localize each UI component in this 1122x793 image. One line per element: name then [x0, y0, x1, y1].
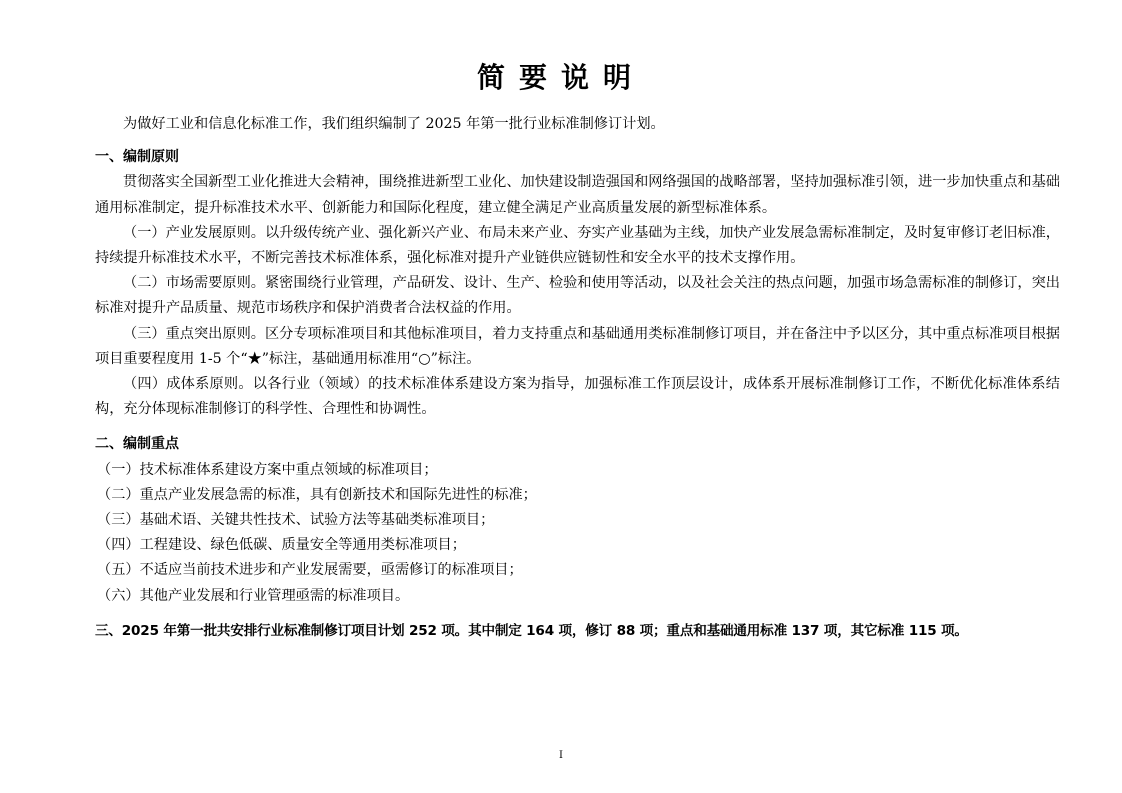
- principles-paragraph: 贯彻落实全国新型工业化推进大会精神，围绕推进新型工业化、加快建设制造强国和网络强国的战略部署，坚持加强标准引领，进一步加快重点和基础通用标准制定，提升标准技术水平、创新能力和国际化程度，建立健全满足产业高质量发展的新型标准体系。: [95, 174, 1060, 216]
- focus-item: （五）不适应当前技术进步和产业发展需要，亟需修订的标准项目；: [97, 562, 523, 579]
- focus-item: （六）其他产业发展和行业管理亟需的标准项目。: [97, 587, 410, 604]
- principle-system: （四）成体系原则。以各行业（领域）的技术标准体系建设方案为指导，加强标准工作顶层设计，成体系开展标准制修订工作，不断优化标准体系结构，充分体现标准制修订的科学性、合理性和协调性。: [95, 376, 1060, 418]
- document-body: [95, 112, 1060, 644]
- page-number: I: [559, 750, 563, 761]
- principle-industry-development: （一）产业发展原则。以升级传统产业、强化新兴产业、布局未来产业、夯实产业基础为主线，加快产业发展急需标准制定，及时复审修订老旧标准，持续提升标准技术水平，不断完善技术标准体系，强化标准对提升产业链供应链韧性和安全水平的技术支撑作用。: [95, 224, 1060, 267]
- focus-item: （一）技术标准体系建设方案中重点领域的标准项目；: [97, 461, 438, 478]
- plan-summary: 三、2025 年第一批共安排行业标准制修订项目计划 252 项。其中制定 164 项，修订 88 项；重点和基础通用标准 137 项，其它标准 115 项。: [95, 622, 968, 639]
- focus-item: （二）重点产业发展急需的标准，具有创新技术和国际先进性的标准；: [97, 486, 537, 503]
- focus-item: （三）基础术语、关键共性技术、试验方法等基础类标准项目；: [97, 512, 495, 529]
- section-heading-focus: 二、编制重点: [95, 436, 179, 453]
- section-heading-principles: 一、编制原则: [95, 149, 179, 166]
- focus-item: （四）工程建设、绿色低碳、质量安全等通用类标准项目；: [97, 537, 466, 554]
- principle-key-focus: （三）重点突出原则。区分专项标准项目和其他标准项目，着力支持重点和基础通用类标准制修订项目，并在备注中予以区分，其中重点标准项目根据项目重要程度用 1-5 个“★”标注，基础通用标准用“○”标注。: [95, 325, 1060, 367]
- page-title: 简要说明: [476, 61, 645, 94]
- principle-market-needs: （二）市场需要原则。紧密围绕行业管理，产品研发、设计、生产、检验和使用等活动，以及社会关注的热点问题，加强市场急需标准的制修订，突出标准对提升产品质量、规范市场秩序和保护消费者合法权益的作用。: [95, 275, 1060, 317]
- intro-paragraph: 为做好工业和信息化标准工作，我们组织编制了 2025 年第一批行业标准制修订计划。: [123, 116, 665, 132]
